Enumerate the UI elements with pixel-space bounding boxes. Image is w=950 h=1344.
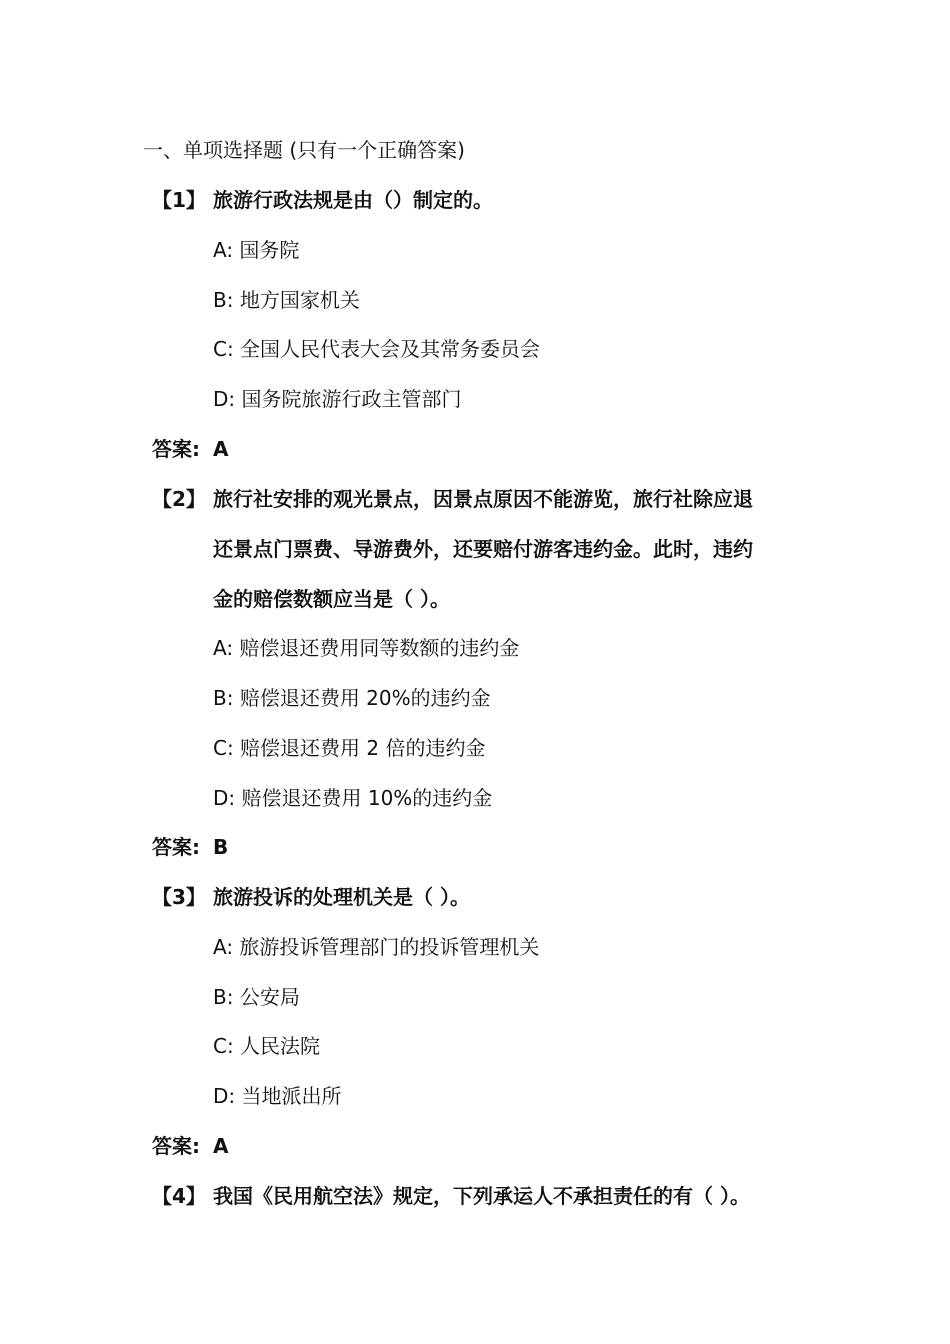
option-c: C: 赔偿退还费用 2 倍的违约金 bbox=[213, 736, 486, 760]
option-b: B: 公安局 bbox=[213, 985, 300, 1009]
option-c: C: 人民法院 bbox=[213, 1034, 321, 1058]
answer-label: 答案: bbox=[152, 835, 200, 859]
option-d: D: 当地派出所 bbox=[213, 1084, 342, 1108]
answer-value: B bbox=[213, 835, 229, 859]
question-text: 旅行社安排的观光景点，因景点原因不能游览，旅行社除应退 bbox=[213, 487, 753, 511]
option-b: B: 赔偿退还费用 20%的违约金 bbox=[213, 686, 491, 710]
question-text: 金的赔偿数额应当是（ ）。 bbox=[213, 587, 450, 611]
question-number: 【2】 bbox=[152, 487, 206, 511]
option-d: D: 赔偿退还费用 10%的违约金 bbox=[213, 786, 493, 810]
answer-value: A bbox=[213, 437, 229, 461]
question-number: 【4】 bbox=[152, 1184, 206, 1208]
option-b: B: 地方国家机关 bbox=[213, 288, 360, 312]
option-c: C: 全国人民代表大会及其常务委员会 bbox=[213, 337, 541, 361]
question-text: 旅游投诉的处理机关是（ ）。 bbox=[213, 885, 470, 909]
option-a: A: 国务院 bbox=[213, 238, 300, 262]
question-text: 还景点门票费、导游费外，还要赔付游客违约金。此时，违约 bbox=[213, 537, 753, 561]
section-title: 一、单项选择题 (只有一个正确答案) bbox=[143, 138, 465, 162]
option-d: D: 国务院旅游行政主管部门 bbox=[213, 387, 462, 411]
question-number: 【1】 bbox=[152, 188, 206, 212]
option-a: A: 旅游投诉管理部门的投诉管理机关 bbox=[213, 935, 540, 959]
question-text: 我国《民用航空法》规定，下列承运人不承担责任的有（ ）。 bbox=[213, 1184, 750, 1208]
question-text: 旅游行政法规是由（）制定的。 bbox=[213, 188, 493, 212]
answer-label: 答案: bbox=[152, 437, 200, 461]
answer-value: A bbox=[213, 1134, 229, 1158]
question-number: 【3】 bbox=[152, 885, 206, 909]
option-a: A: 赔偿退还费用同等数额的违约金 bbox=[213, 636, 520, 660]
answer-label: 答案: bbox=[152, 1134, 200, 1158]
